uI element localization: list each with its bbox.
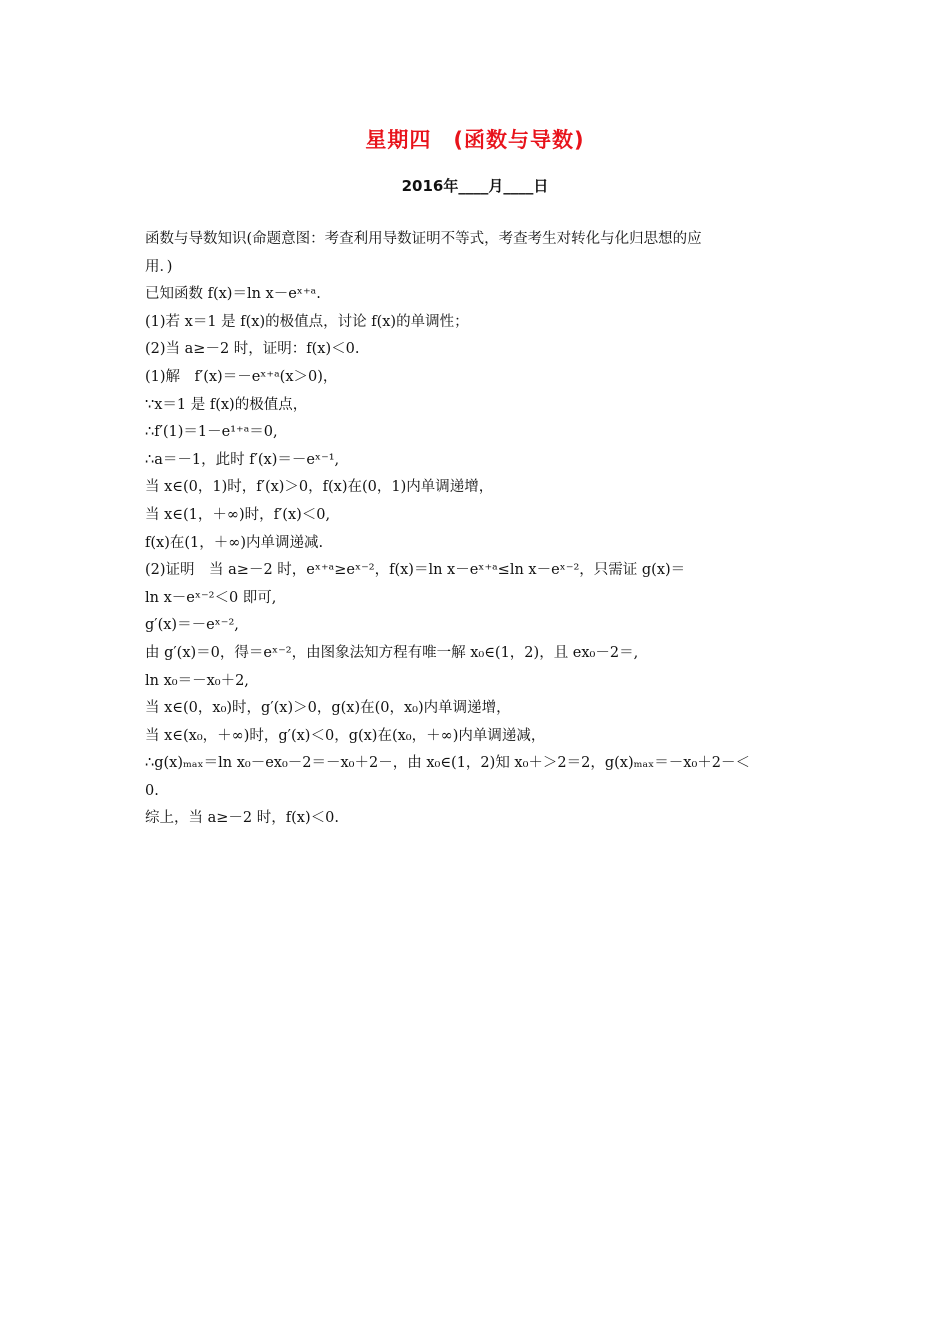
solution-line: 当 x∈(1，＋∞)时，f′(x)＜0,	[145, 506, 331, 523]
solution-line: (1)解 f′(x)＝－eˣ⁺ᵃ(x＞0)，	[145, 368, 338, 385]
page-title: 星期四 (函数与导数)	[365, 128, 585, 152]
proof-line: (2)证明 当 a≥－2 时，eˣ⁺ᵃ≥eˣ⁻²，f(x)＝ln x－eˣ⁺ᵃ≤ln x－eˣ⁻²，只需证 g(x)＝	[145, 562, 686, 579]
question-1: (1)若 x＝1 是 f(x)的极值点，讨论 f(x)的单调性；	[145, 313, 469, 330]
text-line: 用．)	[145, 258, 173, 275]
solution-line: ∴f′(1)＝1－e¹⁺ᵃ＝0,	[145, 424, 278, 441]
proof-line: 当 x∈(x₀，＋∞)时，g′(x)＜0，g(x)在(x₀，＋∞)内单调递减，	[145, 727, 546, 744]
document-body	[145, 226, 815, 833]
solution-line: 当 x∈(0，1)时，f′(x)＞0，f(x)在(0，1)内单调递增，	[145, 479, 494, 496]
proof-line: ln x₀＝－x₀＋2,	[145, 672, 249, 689]
text-line: 函数与导数知识(命题意图：考查利用导数证明不等式，考查考生对转化与化归思想的应	[145, 231, 702, 247]
proof-line: 由 g′(x)＝0，得＝eˣ⁻²，由图象法知方程有唯一解 x₀∈(1，2)，且 ex₀－2＝,	[145, 644, 639, 661]
conclusion-line: 综上，当 a≥－2 时，f(x)＜0.	[145, 810, 339, 827]
problem-statement: 已知函数 f(x)＝ln x－eˣ⁺ᵃ.	[145, 286, 321, 303]
question-2: (2)当 a≥－2 时，证明：f(x)＜0.	[145, 341, 360, 358]
proof-line: 当 x∈(0，x₀)时，g′(x)＞0，g(x)在(0，x₀)内单调递增，	[145, 700, 511, 717]
date-line: 2016年____月____日	[401, 177, 549, 195]
proof-line: ln x－eˣ⁻²＜0 即可,	[145, 589, 277, 606]
solution-line: f(x)在(1，＋∞)内单调递减.	[145, 534, 324, 551]
proof-line: 0.	[145, 782, 159, 799]
solution-line: ∴a＝－1，此时 f′(x)＝－eˣ⁻¹,	[145, 451, 340, 468]
proof-line: g′(x)＝－eˣ⁻²,	[145, 617, 239, 634]
solution-line: ∵x＝1 是 f(x)的极值点，	[145, 396, 308, 413]
proof-line: ∴g(x)ₘₐₓ＝ln x₀－ex₀－2＝－x₀＋2－，由 x₀∈(1，2)知 x₀＋＞2＝2，g(x)ₘₐₓ＝－x₀＋2－＜	[145, 755, 750, 772]
